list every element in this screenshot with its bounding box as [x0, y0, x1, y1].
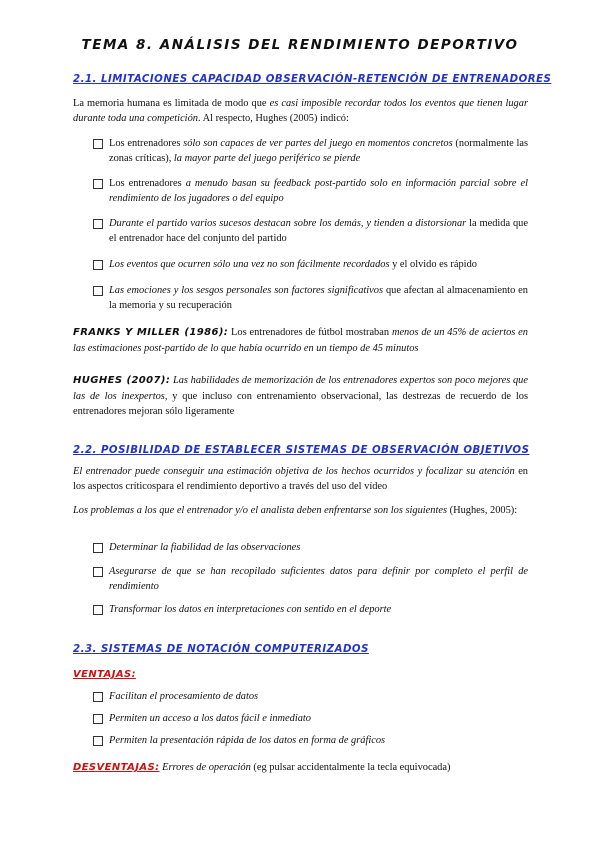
item-text-b: Durante el partido varios sucesos destacan sobre los demás, y tienden a distorsionar: [109, 218, 467, 229]
item-text-b: Las emociones y los sesgos personales son factores significativos: [109, 285, 384, 296]
item-text-b: Los eventos que ocurren sólo una vez no son fácilmente recordados: [109, 259, 390, 270]
checkbox-icon: [93, 179, 103, 189]
item-text-b: sólo son capaces de ver partes del juego en momentos concretos: [183, 138, 453, 149]
hughes-text-b: Las habilidades de memorización de los entrenadores expertos son poco mejores que las de los inexpertos: [73, 375, 528, 402]
ventajas-label-row: [73, 667, 528, 683]
item-text: Permiten un acceso a los datos fácil e inmediato: [109, 713, 312, 724]
intro-text-a: La memoria humana es limitada de modo que: [73, 98, 270, 109]
p1-text-a: El entrenador puede conseguir una estimación objetiva de los hechos ocurridos y focalizar su atención: [73, 466, 515, 477]
checkbox-icon: [93, 219, 103, 229]
item-text-c: y el olvido es rápido: [389, 259, 477, 270]
item-text-c: que afectan al almacenamiento en la memoria y su recuperación: [109, 285, 528, 312]
checkbox-icon: [93, 714, 103, 724]
section-2-3-heading: 2.3. SISTEMAS DE NOTACIÓN COMPUTERIZADOS: [73, 644, 369, 655]
item-text: Determinar la fiabilidad de las observaciones: [109, 542, 301, 553]
item-text-b: a menudo basan su feedback post-partido solo en información parcial sobre el rendimiento de los jugadores o del equipo: [109, 178, 528, 205]
checkbox-icon: [93, 605, 103, 615]
franks-text-a: Los entrenadores de fútbol mostraban: [228, 327, 392, 338]
item-text-a: Los entrenadores: [109, 138, 184, 149]
section-2-1-intro: [73, 96, 528, 126]
franks-text-b: menos de un 45% de aciertos en las estimaciones post-partido de lo que había ocurrido en un tiempo de 45 minutos: [73, 327, 528, 354]
ventajas-label: VENTAJAS:: [73, 669, 136, 680]
checkbox-icon: [93, 139, 103, 149]
checkbox-icon: [93, 567, 103, 577]
franks-miller-paragraph: [73, 325, 528, 356]
item-text: Transformar los datos en interpretaciones con sentido en el deporte: [109, 604, 392, 615]
section-2-2-heading: 2.2. POSIBILIDAD DE ESTABLECER SISTEMAS DE OBSERVACIÓN OBJETIVOS: [73, 445, 530, 456]
checkbox-icon: [93, 286, 103, 296]
hughes-paragraph: [73, 373, 528, 419]
item-text-d: la mayor parte del juego periférico se pierde: [173, 153, 361, 165]
p2-text-a: Los problemas a los que el entrenador y/o el analista deben enfrentarse son los siguientes: [73, 505, 448, 516]
section-2-2-p2: [73, 503, 528, 518]
document-title: TEMA 8. ANÁLISIS DEL RENDIMIENTO DEPORTIVO: [81, 37, 519, 53]
desventajas-row: [73, 760, 528, 776]
p2-text-b: (Hughes, 2005):: [447, 505, 518, 516]
p1-text-b: en los aspectos críticospara el rendimiento deportivo a través del uso del vídeo: [73, 466, 528, 493]
item-text-c: la medida que el entrenador hace del conjunto del partido: [109, 218, 528, 245]
hughes-author: HUGHES (2007):: [73, 375, 171, 386]
item-text-c: (normalmente las zonas críticas),: [109, 138, 528, 165]
checkbox-icon: [93, 736, 103, 746]
checkbox-icon: [93, 260, 103, 270]
desventajas-text-b: (eg pulsar accidentalmente la tecla equivocada): [250, 762, 451, 773]
desventajas-text-a: Errores de operación: [159, 762, 251, 773]
item-text: Permiten la presentación rápida de los datos en forma de gráficos: [109, 735, 386, 746]
checkbox-icon: [93, 692, 103, 702]
checkbox-icon: [93, 543, 103, 553]
item-text-a: Los entrenadores: [109, 178, 186, 189]
hughes-text-c: , y que incluso con entrenamiento observacional, las destrezas de recuerdo de los entrenadores mejoran sólo ligeramente: [73, 390, 528, 417]
item-text: Asegurarse de que se han recopilado suficientes datos para definir por completo el perfil de rendimiento: [109, 566, 528, 593]
section-2-1-heading: 2.1. LIMITACIONES CAPACIDAD OBSERVACIÓN-RETENCIÓN DE ENTRENADORES: [73, 74, 552, 85]
item-text: Facilitan el procesamiento de datos: [109, 691, 259, 702]
intro-text-c: . Al respecto, Hughes (2005) indicó:: [197, 113, 349, 125]
desventajas-label: DESVENTAJAS:: [73, 762, 160, 773]
intro-text-b: es casi imposible recordar todos los eventos que tienen lugar durante toda una competición: [73, 98, 528, 125]
franks-miller-author: FRANKS Y MILLER (1986):: [73, 327, 229, 338]
section-2-2-p1: [73, 464, 528, 494]
